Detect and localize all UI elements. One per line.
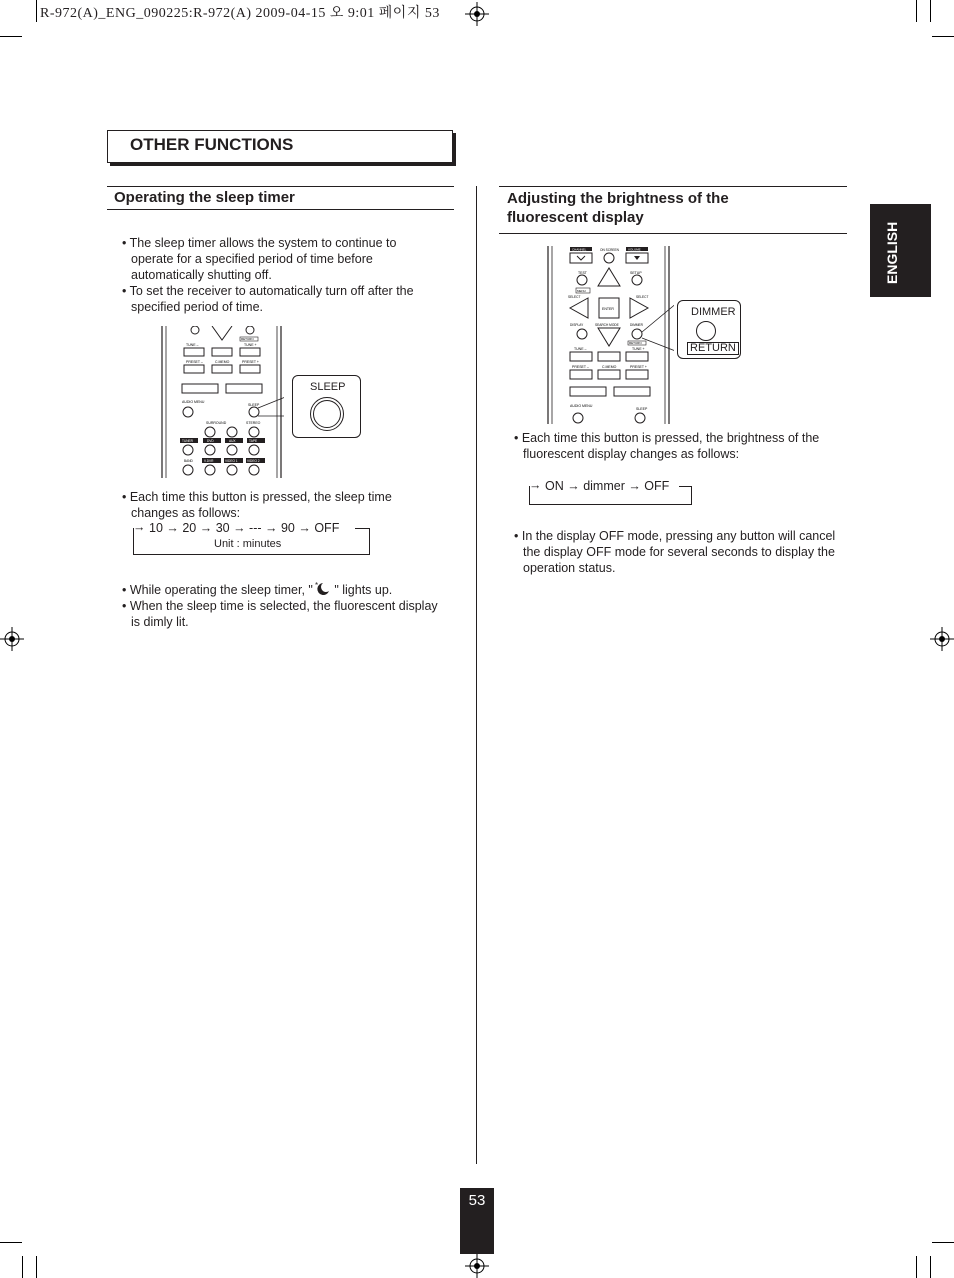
dimmer-callout-label: DIMMER bbox=[691, 306, 736, 318]
tune-minus-label: TUNE – bbox=[186, 343, 199, 347]
audio-menu-label: AUDIO MENU bbox=[182, 400, 205, 404]
dimmer-sequence-box: → ON → dimmer → OFF bbox=[529, 477, 692, 505]
dimmer-label: DIMMER bbox=[630, 323, 643, 327]
column-divider bbox=[476, 186, 477, 1164]
registration-mark-icon bbox=[465, 1254, 489, 1278]
enter-label: ENTER bbox=[602, 307, 614, 311]
brightness-heading: Adjusting the brightness of the fluorescent display bbox=[507, 190, 729, 226]
registration-mark-icon bbox=[930, 627, 954, 651]
crop-mark bbox=[36, 0, 37, 22]
cmemo-label: C.MEMO bbox=[602, 365, 617, 369]
sleep-sequence-box: → 10 → 20 → 30 → --- → 90 → OFF Unit : minutes bbox=[133, 519, 370, 555]
registration-mark-icon bbox=[465, 2, 489, 26]
section-title: OTHER FUNCTIONS bbox=[130, 135, 294, 154]
surround-label: SURROUND bbox=[206, 421, 227, 425]
sleep-callout bbox=[292, 375, 361, 438]
dimmer-sequence: ON → dimmer → OFF bbox=[545, 479, 670, 493]
tape-label: TAPE bbox=[249, 439, 258, 443]
sleep-timer-heading: Operating the sleep timer bbox=[114, 189, 295, 206]
display-label: DISPLAY bbox=[570, 323, 584, 327]
sleep-sequence: 10 → 20 → 30 → --- → 90 → OFF bbox=[149, 521, 340, 535]
preset-plus-label: PRESET + bbox=[630, 365, 647, 369]
select-right-label: SELECT bbox=[636, 295, 649, 299]
band-label: BAND bbox=[184, 459, 193, 463]
sleep-callout-label: SLEEP bbox=[310, 381, 346, 393]
remote-illustration-right bbox=[546, 246, 674, 424]
menu-label: MENU bbox=[577, 289, 586, 293]
preset-minus-label: PRESET – bbox=[572, 365, 589, 369]
tune-plus-label: TUNE + bbox=[244, 343, 257, 347]
display-off-note: • In the display OFF mode, pressing any button will cancel the display OFF mode for several seconds to display the operation status. bbox=[514, 529, 836, 575]
tune-minus-label: TUNE – bbox=[574, 347, 587, 351]
crop-mark bbox=[930, 1256, 931, 1278]
crop-mark bbox=[0, 1242, 22, 1243]
video2-label: VIDEO 2 bbox=[247, 459, 260, 463]
language-tab-label: ENGLISH bbox=[884, 221, 900, 284]
return-label: RETURN bbox=[629, 341, 642, 345]
language-tab bbox=[870, 204, 931, 297]
dvd-label: DVD bbox=[207, 439, 214, 443]
intro-bullet: • The sleep timer allows the system to continue to operate for a specified period of time before automatically shutting off. bbox=[122, 236, 397, 282]
heading-rule bbox=[499, 186, 847, 187]
sleep-button-inner bbox=[313, 400, 341, 428]
channel-label: CHANNEL bbox=[572, 247, 587, 252]
sleep-notes: • While operating the sleep timer, " * " lights up. • When the sleep time is selected, the fluorescent display is dimly lit. bbox=[122, 581, 438, 629]
tune-plus-label: TUNE + bbox=[632, 347, 645, 351]
sleep-indicator-icon bbox=[313, 581, 331, 597]
dimmer-callout bbox=[677, 300, 741, 359]
video1-label: VIDEO 1 bbox=[225, 459, 238, 463]
crop-mark bbox=[22, 1256, 23, 1278]
aux-label: AUX bbox=[229, 439, 236, 443]
onscreen-label: ON SCREEN bbox=[600, 248, 619, 252]
dimmer-button-icon bbox=[696, 321, 716, 341]
crop-mark bbox=[932, 36, 954, 37]
volume-label: VOLUME bbox=[628, 247, 641, 252]
section-title-box bbox=[107, 130, 453, 163]
return-label: RETURN bbox=[241, 337, 254, 341]
search-mode-label: SEARCH MODE bbox=[595, 323, 619, 327]
print-slug: R-972(A)_ENG_090225:R-972(A) 2009-04-15 오 9:01 페이지 53 bbox=[40, 6, 440, 21]
crop-mark bbox=[916, 1256, 917, 1278]
heading-rule bbox=[107, 186, 454, 187]
crop-mark bbox=[930, 0, 931, 22]
crop-mark bbox=[0, 36, 22, 37]
stereo-label: STEREO bbox=[246, 421, 261, 425]
return-callout-label: RETURN bbox=[687, 342, 739, 355]
preset-plus-label: PRESET + bbox=[242, 360, 259, 364]
preset-minus-label: PRESET – bbox=[186, 360, 203, 364]
setup-label: SETUP bbox=[630, 271, 642, 275]
dimmer-press-note: • Each time this button is pressed, the brightness of the fluorescent display changes as follows: bbox=[514, 431, 820, 461]
select-left-label: SELECT bbox=[568, 295, 581, 299]
intro-bullet: • To set the receiver to automatically turn off after the specified period of time. bbox=[122, 284, 414, 314]
sleep-label: SLEEP bbox=[636, 407, 648, 411]
test-label: TEST bbox=[578, 271, 587, 275]
sleep-unit: Unit : minutes bbox=[214, 538, 282, 550]
crop-mark bbox=[932, 1242, 954, 1243]
audio-menu-label: AUDIO MENU bbox=[570, 404, 593, 408]
vdvr-label: V.DVR bbox=[204, 459, 214, 463]
crop-mark bbox=[36, 1256, 37, 1278]
crop-mark bbox=[916, 0, 917, 22]
sleep-intro bbox=[122, 235, 440, 315]
heading-rule bbox=[499, 233, 847, 234]
page-number: 53 bbox=[460, 1188, 494, 1254]
heading-rule bbox=[107, 209, 454, 210]
tuner-label: TUNER bbox=[182, 439, 193, 443]
sleep-press-note: • Each time this button is pressed, the sleep time changes as follows: bbox=[122, 490, 392, 520]
sleep-label: SLEEP bbox=[248, 403, 260, 407]
remote-illustration-left bbox=[160, 326, 284, 480]
registration-mark-icon bbox=[0, 627, 24, 651]
svg-text:*: * bbox=[314, 581, 318, 590]
cmemo-label: C.MEMO bbox=[215, 360, 230, 364]
